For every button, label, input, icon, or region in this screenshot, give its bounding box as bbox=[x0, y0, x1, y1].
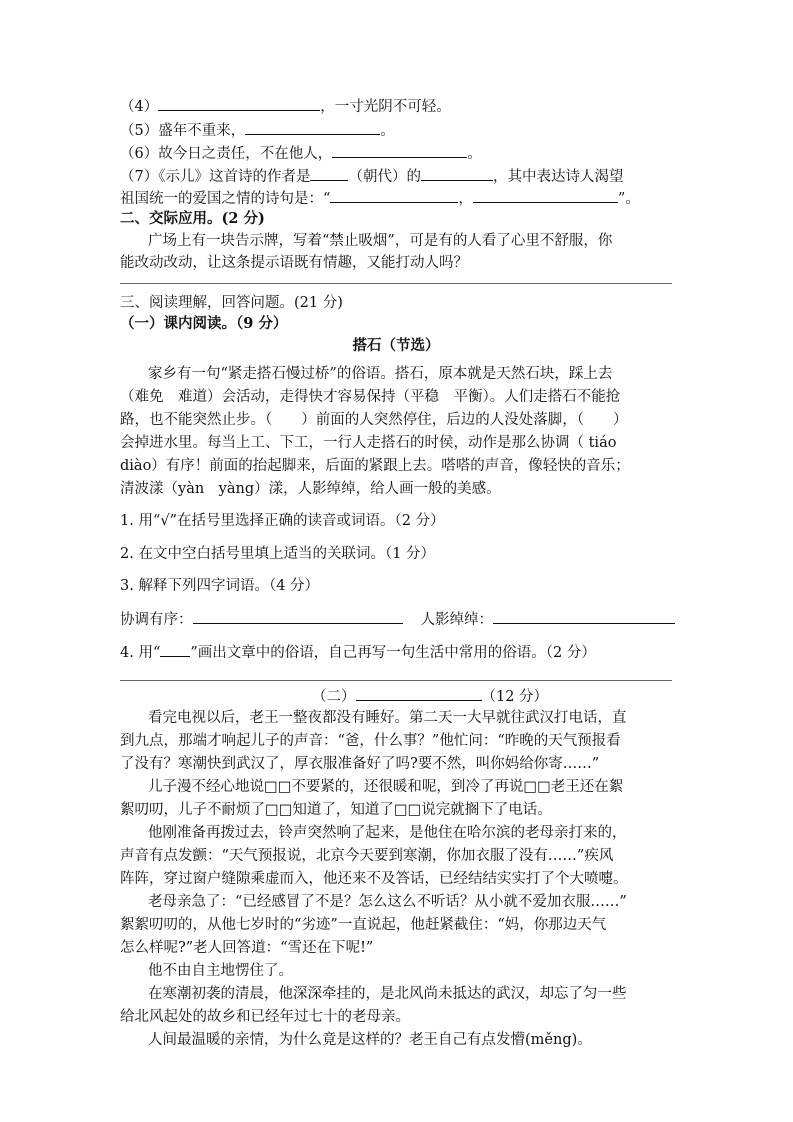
answer-blank[interactable] bbox=[193, 609, 403, 624]
passage-line: 清波漾（yàn yàng）漾，人影绰绰，给人画一般的美感。 bbox=[120, 481, 501, 497]
story-line: 怎么样呢?”老人回答道：“雪还在下呢!” bbox=[120, 940, 374, 956]
answer-blank[interactable] bbox=[473, 188, 618, 203]
question-1: 1. 用“√”在括号里选择正确的读音或词语。（2 分） bbox=[120, 513, 445, 529]
story-line: 他不由自主地愣住了。 bbox=[148, 963, 293, 979]
fill-in-q6: （6）故今日之责任，不在他人， 。 bbox=[120, 143, 482, 164]
answer-line[interactable] bbox=[120, 680, 672, 681]
answer-blank[interactable] bbox=[158, 96, 320, 111]
answer-blank[interactable] bbox=[493, 609, 675, 624]
story-line: 给北风起处的故乡和已经年过七十的老母亲。 bbox=[120, 1009, 410, 1025]
section3-heading: 三、阅读理解，回答问题。(21 分) bbox=[120, 295, 343, 311]
question-2: 2. 在文中空白括号里填上适当的关联词。（1 分） bbox=[120, 546, 436, 562]
underline-sample bbox=[160, 642, 190, 657]
fill-in-q7-line2: 祖国统一的爱国之情的诗句是：“ ， ”。 bbox=[120, 188, 640, 209]
question-3: 3. 解释下列四字词语。（4 分） bbox=[120, 578, 320, 594]
story-line: 人间最温暖的亲情，为什么竟是这样的？老王自己有点发懵(měng)。 bbox=[148, 1032, 592, 1048]
answer-line[interactable] bbox=[120, 283, 672, 284]
story-line: 絮叨叨，儿子不耐烦了□□知道了，知道了□□说完就搁下了电话。 bbox=[120, 802, 552, 818]
passage-line: 会掉进水里。每当上工、下工，一行人走搭石的时侯，动作是那么协调（ tiáo bbox=[120, 435, 617, 451]
answer-blank[interactable] bbox=[310, 166, 348, 181]
sub-heading-in-class-reading: （一）课内阅读。（9 分） bbox=[120, 315, 288, 332]
story-line: 阵阵，穿过窗户缝隙乘虚而入，他还来不及答话，已经结结实实打了个大喷嚏。 bbox=[120, 871, 628, 887]
answer-blank[interactable] bbox=[332, 143, 467, 158]
sub-heading-extra-reading: （二） （12 分） bbox=[312, 686, 548, 707]
passage-line: （难免 难道）会活动，走得快才容易保持（平稳 平衡）。人们走搭石不能抢 bbox=[120, 389, 621, 405]
answer-blank[interactable] bbox=[330, 188, 458, 203]
fill-in-q5: （5）盛年不重来， 。 bbox=[120, 120, 395, 141]
section2-paragraph-line: 能改动改动，让这条提示语既有情趣，又能打动人吗？ bbox=[120, 255, 468, 271]
story-line: 到九点，那端才响起儿子的声音：“爸，什么事？”他忙问：“昨晚的天气预报看 bbox=[120, 733, 621, 749]
story-line: 在寒潮初袭的清晨，他深深牵挂的，是北风尚未抵达的武汉，却忘了匀一些 bbox=[148, 986, 627, 1002]
story-line: 看完电视以后，老王一整夜都没有睡好。第二天一大早就往武汉打电话，直 bbox=[148, 710, 627, 726]
story-line: 声音有点发颤：“天气预报说，北京今天要到寒潮，你加衣服了没有……”疾风 bbox=[120, 848, 614, 864]
passage-title: 搭石（节选） bbox=[352, 337, 440, 354]
question-3-answers: 协调有序： 人影绰绰： bbox=[120, 609, 675, 630]
story-line: 儿子漫不经心地说□□不要紧的，还很暖和呢，到冷了再说□□老王还在絮 bbox=[148, 779, 624, 795]
answer-blank[interactable] bbox=[245, 120, 380, 135]
story-line: 絮絮叨叨的，从他七岁时的“劣迹”一直说起，他赶紧截住：“妈，你那边天气 bbox=[120, 917, 607, 933]
passage-line: diào）有序！前面的抬起脚来，后面的紧跟上去。嗒嗒的声音，像轻快的音乐； bbox=[120, 458, 630, 474]
answer-blank[interactable] bbox=[421, 166, 493, 181]
story-line: 了没有？寒潮快到武汉了，厚衣服准备好了吗?要不然，叫你妈给你寄……” bbox=[120, 756, 600, 772]
section2-heading: 二、交际应用。(2 分) bbox=[120, 210, 265, 227]
section2-paragraph-line: 广场上有一块告示牌，写着“禁止吸烟”，可是有的人看了心里不舒服，你 bbox=[148, 233, 613, 249]
story-line: 老母亲急了：“已经感冒了不是？怎么这么不听话？从小就不爱加衣服……” bbox=[148, 894, 627, 910]
fill-in-q7: （7）《示儿》这首诗的作者是 （朝代）的 ，其中表达诗人渴望 bbox=[120, 166, 623, 187]
fill-in-q4: （4） ，一寸光阴不可轻。 bbox=[120, 96, 451, 117]
title-blank[interactable] bbox=[356, 686, 482, 701]
story-line: 他刚准备再拨过去，铃声突然响了起来，是他住在哈尔滨的老母亲打来的， bbox=[148, 825, 627, 841]
passage-line: 家乡有一句“紧走搭石慢过桥”的俗语。搭石，原本就是天然石块，踩上去 bbox=[148, 366, 613, 382]
question-4: 4. 用“ ”画出文章中的俗语，自己再写一句生活中常用的俗语。（2 分） bbox=[120, 642, 596, 663]
passage-line: 路，也不能突然止步。（ ）前面的人突然停住，后边的人没处落脚，（ ） bbox=[120, 412, 628, 428]
